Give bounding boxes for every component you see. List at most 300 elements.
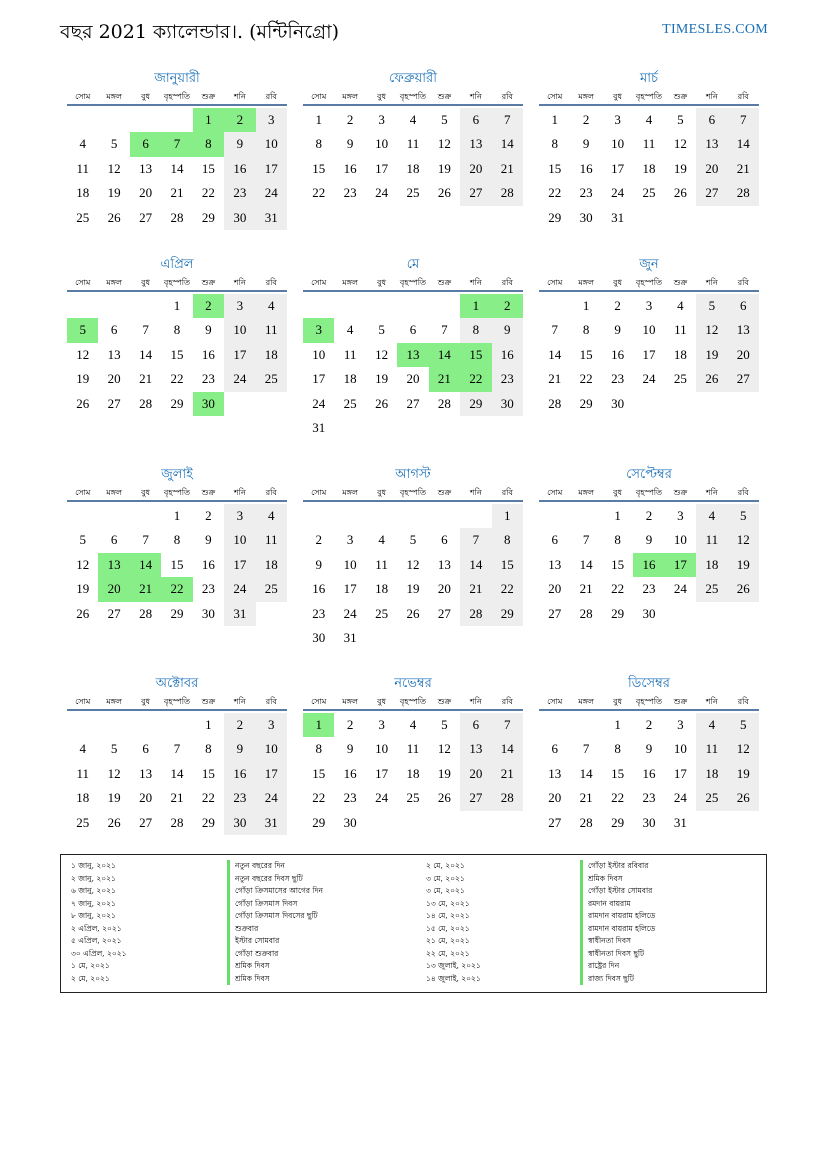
day-cell[interactable]: 28 [170,814,184,830]
day-cell[interactable]: 15 [611,765,625,781]
day-cell[interactable]: 7 [582,532,590,548]
day-cell[interactable]: 5 [696,294,727,318]
day-cell[interactable]: 24 [256,786,287,810]
day-cell[interactable]: 23 [642,790,656,806]
day-cell[interactable]: 31 [343,629,357,645]
day-cell[interactable]: 22 [611,790,625,806]
day-cell[interactable]: 8 [173,532,181,548]
day-cell[interactable]: 23 [224,786,255,810]
day-cell[interactable]: 22 [312,185,326,201]
day-cell[interactable]: 26 [107,209,121,225]
day-cell[interactable]: 25 [256,577,287,601]
day-cell[interactable]: 7 [460,528,491,552]
day-cell[interactable]: 12 [375,346,389,362]
day-cell[interactable]: 7 [142,322,149,338]
day-cell[interactable]: 8 [315,136,322,152]
day-cell[interactable]: 16 [343,765,357,781]
day-cell[interactable]: 14 [492,737,523,761]
day-cell[interactable]: 20 [107,371,121,387]
day-cell[interactable]: 19 [696,343,727,367]
day-cell[interactable]: 3 [224,294,255,318]
day-cell[interactable]: 2 [315,532,322,548]
day-cell[interactable]: 22 [611,581,625,597]
day-cell[interactable]: 23 [642,581,656,597]
day-cell[interactable]: 4 [409,717,417,732]
day-cell[interactable]: 28 [139,395,153,411]
day-cell[interactable]: 25 [696,577,727,601]
day-cell[interactable]: 1 [551,112,558,127]
day-cell[interactable]: 6 [551,741,558,757]
day-cell[interactable]: 15 [548,160,562,176]
day-cell[interactable]: 5 [378,322,385,338]
day-cell[interactable]: 26 [107,814,121,830]
day-cell[interactable]: 17 [224,343,255,367]
day-cell[interactable]: 17 [673,765,687,781]
day-cell[interactable]: 10 [256,132,287,156]
day-cell[interactable]: 6 [110,532,118,548]
day-cell[interactable]: 12 [76,556,90,572]
day-cell[interactable]: 1 [614,508,621,523]
day-cell[interactable]: 9 [346,741,354,757]
day-cell[interactable]: 20 [728,343,759,367]
day-cell[interactable]: 18 [343,371,357,387]
day-cell[interactable]: 11 [674,322,687,338]
day-cell[interactable]: 17 [256,157,287,181]
day-cell[interactable]: 12 [107,160,121,176]
day-cell[interactable]: 19 [728,553,759,577]
day-cell[interactable]: 10 [375,741,389,757]
day-cell[interactable]: 13 [98,553,129,577]
day-cell[interactable]: 16 [633,553,664,577]
day-cell[interactable]: 25 [673,371,687,387]
day-cell[interactable]: 26 [728,577,759,601]
day-cell[interactable]: 9 [645,532,653,548]
day-cell[interactable]: 4 [346,322,354,338]
day-cell[interactable]: 19 [728,762,759,786]
day-cell[interactable]: 27 [548,605,562,621]
day-cell[interactable]: 21 [548,371,562,387]
day-cell[interactable]: 2 [346,717,354,732]
day-cell[interactable]: 25 [76,814,90,830]
day-cell[interactable]: 11 [76,160,89,176]
day-cell[interactable]: 20 [406,371,420,387]
day-cell[interactable]: 15 [312,160,326,176]
day-cell[interactable]: 16 [224,762,255,786]
day-cell[interactable]: 2 [645,508,653,523]
day-cell[interactable]: 24 [611,185,625,201]
day-cell[interactable]: 2 [205,508,212,523]
day-cell[interactable]: 13 [437,556,451,572]
day-cell[interactable]: 7 [142,532,149,548]
day-cell[interactable]: 29 [579,395,593,411]
day-cell[interactable]: 19 [76,371,90,387]
day-cell[interactable]: 2 [346,112,354,127]
day-cell[interactable]: 16 [312,581,326,597]
day-cell[interactable]: 15 [201,765,215,781]
day-cell[interactable]: 14 [492,132,523,156]
day-cell[interactable]: 18 [375,581,389,597]
day-cell[interactable]: 26 [673,185,687,201]
day-cell[interactable]: 7 [161,132,192,156]
day-cell[interactable]: 10 [343,556,357,572]
day-cell[interactable]: 5 [441,112,448,127]
day-cell[interactable]: 22 [548,185,562,201]
day-cell[interactable]: 28 [170,209,184,225]
day-cell[interactable]: 5 [728,504,759,528]
day-cell[interactable]: 12 [437,741,451,757]
day-cell[interactable]: 4 [378,532,385,548]
day-cell[interactable]: 4 [696,504,727,528]
day-cell[interactable]: 28 [728,181,759,205]
day-cell[interactable]: 6 [441,532,448,548]
day-cell[interactable]: 15 [170,346,184,362]
day-cell[interactable]: 26 [406,605,420,621]
day-cell[interactable]: 8 [205,741,212,757]
day-cell[interactable]: 23 [579,185,593,201]
day-cell[interactable]: 22 [579,371,593,387]
day-cell[interactable]: 12 [728,737,759,761]
day-cell[interactable]: 22 [201,185,215,201]
day-cell[interactable]: 15 [201,160,215,176]
day-cell[interactable]: 13 [397,343,428,367]
day-cell[interactable]: 5 [728,713,759,737]
day-cell[interactable]: 13 [460,132,491,156]
day-cell[interactable]: 25 [642,185,656,201]
day-cell[interactable]: 2 [645,717,653,732]
day-cell[interactable]: 19 [437,160,451,176]
day-cell[interactable]: 17 [375,765,389,781]
day-cell[interactable]: 8 [614,741,621,757]
day-cell[interactable]: 14 [139,346,153,362]
day-cell[interactable]: 13 [107,346,121,362]
day-cell[interactable]: 17 [611,160,625,176]
day-cell[interactable]: 15 [460,343,491,367]
day-cell[interactable]: 6 [460,108,491,132]
day-cell[interactable]: 19 [375,371,389,387]
day-cell[interactable]: 1 [315,112,322,127]
day-cell[interactable]: 25 [406,185,420,201]
day-cell[interactable]: 27 [460,181,491,205]
day-cell[interactable]: 27 [460,786,491,810]
day-cell[interactable]: 21 [170,790,184,806]
day-cell[interactable]: 30 [642,814,656,830]
day-cell[interactable]: 4 [79,136,86,152]
day-cell[interactable]: 9 [492,318,523,342]
day-cell[interactable]: 29 [201,209,215,225]
day-cell[interactable]: 10 [673,532,687,548]
day-cell[interactable]: 25 [76,209,90,225]
day-cell[interactable]: 18 [673,346,687,362]
day-cell[interactable]: 24 [642,371,656,387]
day-cell[interactable]: 24 [375,185,389,201]
day-cell[interactable]: 23 [224,181,255,205]
day-cell[interactable]: 25 [375,605,389,621]
day-cell[interactable]: 18 [642,160,656,176]
day-cell[interactable]: 13 [139,160,153,176]
day-cell[interactable]: 9 [224,132,255,156]
day-cell[interactable]: 20 [437,581,451,597]
day-cell[interactable]: 1 [193,108,224,132]
day-cell[interactable]: 31 [256,206,287,230]
day-cell[interactable]: 27 [696,181,727,205]
day-cell[interactable]: 7 [582,741,590,757]
day-cell[interactable]: 20 [139,790,153,806]
day-cell[interactable]: 6 [551,532,558,548]
day-cell[interactable]: 4 [677,298,684,313]
day-cell[interactable]: 24 [375,790,389,806]
day-cell[interactable]: 21 [728,157,759,181]
day-cell[interactable]: 17 [343,581,357,597]
day-cell[interactable]: 27 [548,814,562,830]
day-cell[interactable]: 31 [256,811,287,835]
day-cell[interactable]: 16 [201,346,215,362]
day-cell[interactable]: 31 [224,602,255,626]
day-cell[interactable]: 28 [437,395,451,411]
day-cell[interactable]: 21 [460,577,491,601]
day-cell[interactable]: 8 [173,322,181,338]
day-cell[interactable]: 3 [677,508,684,523]
day-cell[interactable]: 18 [406,765,420,781]
day-cell[interactable]: 17 [665,553,696,577]
day-cell[interactable]: 28 [579,605,593,621]
day-cell[interactable]: 29 [312,814,326,830]
day-cell[interactable]: 30 [611,395,625,411]
day-cell[interactable]: 31 [312,419,326,435]
day-cell[interactable]: 30 [193,392,224,416]
day-cell[interactable]: 17 [642,346,656,362]
day-cell[interactable]: 24 [224,367,255,391]
day-cell[interactable]: 29 [170,605,184,621]
day-cell[interactable]: 29 [170,395,184,411]
day-cell[interactable]: 20 [460,762,491,786]
day-cell[interactable]: 22 [201,790,215,806]
day-cell[interactable]: 5 [79,532,86,548]
day-cell[interactable]: 6 [130,132,161,156]
day-cell[interactable]: 6 [142,741,149,757]
day-cell[interactable]: 11 [256,318,287,342]
day-cell[interactable]: 19 [673,160,687,176]
day-cell[interactable]: 27 [107,395,121,411]
day-cell[interactable]: 7 [173,741,181,757]
day-cell[interactable]: 19 [107,185,121,201]
day-cell[interactable]: 18 [406,160,420,176]
day-cell[interactable]: 2 [582,112,590,127]
day-cell[interactable]: 8 [460,318,491,342]
day-cell[interactable]: 23 [343,790,357,806]
day-cell[interactable]: 3 [378,112,385,127]
day-cell[interactable]: 10 [673,741,687,757]
day-cell[interactable]: 15 [492,553,523,577]
day-cell[interactable]: 29 [492,602,523,626]
day-cell[interactable]: 17 [256,762,287,786]
day-cell[interactable]: 18 [696,553,727,577]
day-cell[interactable]: 9 [614,322,621,338]
day-cell[interactable]: 8 [193,132,224,156]
day-cell[interactable]: 2 [224,108,255,132]
day-cell[interactable]: 17 [312,371,326,387]
day-cell[interactable]: 30 [642,605,656,621]
day-cell[interactable]: 13 [548,765,562,781]
day-cell[interactable]: 7 [728,108,759,132]
day-cell[interactable]: 27 [437,605,451,621]
day-cell[interactable]: 4 [256,504,287,528]
day-cell[interactable]: 29 [460,392,491,416]
day-cell[interactable]: 12 [696,318,727,342]
day-cell[interactable]: 7 [441,322,448,338]
day-cell[interactable]: 20 [98,577,129,601]
day-cell[interactable]: 16 [343,160,357,176]
day-cell[interactable]: 14 [579,765,593,781]
day-cell[interactable]: 7 [492,713,523,737]
day-cell[interactable]: 27 [107,605,121,621]
day-cell[interactable]: 1 [614,717,621,732]
day-cell[interactable]: 19 [107,790,121,806]
day-cell[interactable]: 1 [173,508,181,523]
day-cell[interactable]: 3 [614,112,621,127]
day-cell[interactable]: 30 [492,392,523,416]
day-cell[interactable]: 3 [303,318,334,342]
day-cell[interactable]: 30 [201,605,215,621]
day-cell[interactable]: 6 [696,108,727,132]
day-cell[interactable]: 10 [224,528,255,552]
day-cell[interactable]: 27 [139,209,153,225]
day-cell[interactable]: 29 [611,605,625,621]
day-cell[interactable]: 24 [312,395,326,411]
day-cell[interactable]: 15 [611,556,625,572]
day-cell[interactable]: 5 [677,112,684,127]
day-cell[interactable]: 11 [406,136,420,152]
day-cell[interactable]: 15 [170,556,184,572]
day-cell[interactable]: 26 [728,786,759,810]
day-cell[interactable]: 18 [76,790,90,806]
day-cell[interactable]: 26 [437,790,451,806]
day-cell[interactable]: 3 [256,713,287,737]
day-cell[interactable]: 21 [139,371,153,387]
day-cell[interactable]: 12 [76,346,90,362]
day-cell[interactable]: 17 [375,160,389,176]
day-cell[interactable]: 23 [201,371,215,387]
day-cell[interactable]: 22 [312,790,326,806]
day-cell[interactable]: 10 [642,322,656,338]
day-cell[interactable]: 28 [579,814,593,830]
day-cell[interactable]: 18 [76,185,90,201]
day-cell[interactable]: 13 [548,556,562,572]
day-cell[interactable]: 21 [579,790,593,806]
day-cell[interactable]: 16 [642,765,656,781]
day-cell[interactable]: 27 [139,814,153,830]
day-cell[interactable]: 26 [76,605,90,621]
day-cell[interactable]: 28 [492,181,523,205]
day-cell[interactable]: 21 [170,185,184,201]
day-cell[interactable]: 27 [728,367,759,391]
day-cell[interactable]: 4 [645,112,653,127]
day-cell[interactable]: 13 [696,132,727,156]
day-cell[interactable]: 26 [76,395,90,411]
day-cell[interactable]: 9 [205,322,212,338]
day-cell[interactable]: 5 [110,741,118,757]
day-cell[interactable]: 30 [579,209,593,225]
day-cell[interactable]: 2 [224,713,255,737]
day-cell[interactable]: 9 [205,532,212,548]
day-cell[interactable]: 21 [579,581,593,597]
day-cell[interactable]: 3 [645,298,653,313]
day-cell[interactable]: 12 [437,136,451,152]
day-cell[interactable]: 14 [579,556,593,572]
day-cell[interactable]: 6 [110,322,118,338]
day-cell[interactable]: 13 [728,318,759,342]
day-cell[interactable]: 25 [343,395,357,411]
day-cell[interactable]: 25 [696,786,727,810]
day-cell[interactable]: 11 [256,528,287,552]
day-cell[interactable]: 11 [76,765,89,781]
day-cell[interactable]: 14 [170,765,184,781]
day-cell[interactable]: 29 [201,814,215,830]
day-cell[interactable]: 28 [492,786,523,810]
day-cell[interactable]: 11 [375,556,388,572]
day-cell[interactable]: 9 [346,136,354,152]
day-cell[interactable]: 19 [406,581,420,597]
day-cell[interactable]: 20 [139,185,153,201]
day-cell[interactable]: 9 [645,741,653,757]
day-cell[interactable]: 3 [677,717,684,732]
day-cell[interactable]: 3 [224,504,255,528]
day-cell[interactable]: 24 [673,790,687,806]
day-cell[interactable]: 8 [492,528,523,552]
day-cell[interactable]: 8 [582,322,590,338]
day-cell[interactable]: 11 [696,528,727,552]
day-cell[interactable]: 19 [76,581,90,597]
day-cell[interactable]: 14 [429,343,460,367]
day-cell[interactable]: 28 [548,395,562,411]
day-cell[interactable]: 5 [441,717,448,732]
day-cell[interactable]: 23 [201,581,215,597]
day-cell[interactable]: 8 [551,136,558,152]
day-cell[interactable]: 11 [696,737,727,761]
day-cell[interactable]: 22 [460,367,491,391]
day-cell[interactable]: 15 [312,765,326,781]
day-cell[interactable]: 2 [193,294,224,318]
day-cell[interactable]: 24 [343,605,357,621]
day-cell[interactable]: 12 [406,556,420,572]
day-cell[interactable]: 3 [256,108,287,132]
day-cell[interactable]: 4 [256,294,287,318]
day-cell[interactable]: 10 [224,318,255,342]
day-cell[interactable]: 4 [79,741,86,757]
day-cell[interactable]: 21 [130,577,161,601]
day-cell[interactable]: 10 [375,136,389,152]
day-cell[interactable]: 20 [548,581,562,597]
day-cell[interactable]: 12 [728,528,759,552]
day-cell[interactable]: 11 [642,136,656,152]
day-cell[interactable]: 22 [170,371,184,387]
day-cell[interactable]: 16 [492,343,523,367]
day-cell[interactable]: 2 [492,294,523,318]
day-cell[interactable]: 5 [67,318,98,342]
day-cell[interactable]: 22 [161,577,192,601]
day-cell[interactable]: 18 [256,343,287,367]
day-cell[interactable]: 17 [224,553,255,577]
day-cell[interactable]: 25 [256,367,287,391]
day-cell[interactable]: 21 [492,762,523,786]
day-cell[interactable]: 13 [460,737,491,761]
day-cell[interactable]: 14 [548,346,562,362]
day-cell[interactable]: 13 [139,765,153,781]
day-cell[interactable]: 29 [611,814,625,830]
day-cell[interactable]: 21 [429,367,460,391]
day-cell[interactable]: 11 [406,741,420,757]
day-cell[interactable]: 25 [406,790,420,806]
day-cell[interactable]: 23 [343,185,357,201]
